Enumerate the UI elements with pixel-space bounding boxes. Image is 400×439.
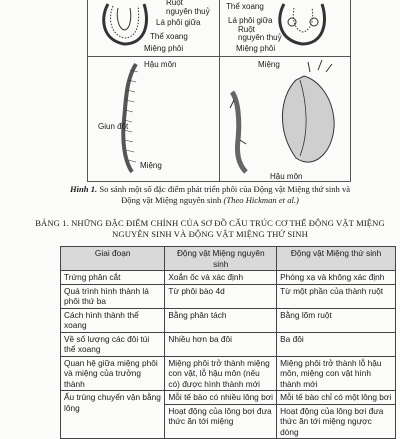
label-hau-mon-left: Hậu môn: [144, 60, 177, 69]
table-row: [61, 271, 396, 285]
label-the-xoang-right: Thể xoang: [226, 2, 264, 11]
table-header-cell: Động vật Miệng nguyên sinh: [165, 247, 277, 271]
table-cell: Mỗi tế bào có nhiều lông bơi: [165, 391, 277, 405]
table-cell: Ba đôi: [277, 332, 396, 356]
label-ruot-nguyen-thuy-left: Ruột nguyên thuỷ: [166, 0, 210, 16]
table-cell: Trứng phân cắt: [61, 271, 165, 285]
label-la-phoi-giua-right: Lá phôi giữa: [228, 16, 273, 25]
table-row: [61, 308, 396, 332]
figure-caption-source: (Theo Hickman et al.): [223, 195, 299, 205]
table-cell: Miệng phôi trở thành lỗ hậu môn, miệng con vật hình thành mới: [277, 356, 396, 391]
table-header-cell: Động vật Miệng thứ sinh: [277, 247, 396, 271]
table-cell: Quan hệ giữa miệng phôi và miệng của trưởng thành: [61, 356, 165, 391]
figure-number: Hình 1.: [69, 184, 98, 194]
label-ruot-nguyen-thuy-right: Ruột nguyên thuỷ: [238, 25, 282, 42]
label-mieng-phoi-right: Miệng phôi: [236, 44, 276, 53]
table-header-cell: Giai đoạn: [61, 247, 165, 271]
label-mieng-left: Miệng: [140, 161, 162, 170]
table-row: [61, 332, 396, 356]
table-cell: Hoạt động của lông bơi đưa thức ăn tới miệng ngược dòng: [277, 404, 396, 439]
table-cell: Bằng phân tách: [165, 308, 277, 332]
comparison-table: [60, 246, 396, 439]
echinoderm-larva-drawing: [282, 60, 334, 162]
table-cell: Phóng xạ và không xác định: [277, 271, 396, 285]
label-la-phoi-giua-left: Lá phôi giữa: [156, 18, 201, 27]
table-cell: Xoắn ốc và xác định: [165, 271, 277, 285]
table-cell: Miệng phôi trở thành miệng con vật, lỗ hậu môn (nếu có) được hình thành mới: [165, 356, 277, 391]
figure-caption: [60, 184, 360, 206]
table-title: BẢNG 1. NHỮNG ĐẶC ĐIỂM CHÍNH CỦA SƠ ĐỒ CẤU TRÚC CƠ THỂ ĐỘNG VẬT MIỆNG NGUYÊN SINH VÀ ĐỘNG VẬT MIỆNG THỨ SINH: [35, 218, 385, 239]
table-cell: Mỗi tế bào chỉ có một lông bơi: [277, 391, 396, 405]
label-giun-dot: Giun đốt: [98, 122, 129, 131]
table-cell: Quá trình hình thành lá phôi thứ ba: [61, 284, 165, 308]
fish-drawing: [230, 92, 246, 172]
table-cell: Từ một phần của thành ruột: [277, 284, 396, 308]
figure-caption-text: So sánh một số đặc điểm phát triển phôi của Động vật Miệng thứ sinh và Động vật Miệng nguyên sinh: [99, 184, 351, 205]
embryo-right-drawing: [280, 4, 325, 44]
embryo-left-drawing: [104, 4, 147, 44]
table-row: [61, 356, 396, 391]
annelid-worm-drawing: [123, 64, 138, 172]
table-cell: Ấu trùng chuyển vận bằng lông: [61, 391, 165, 439]
table-cell: Nhiều hơn ba đôi: [165, 332, 277, 356]
label-mieng-right: Miệng: [258, 60, 280, 69]
label-mieng-phoi-left: Miệng phôi: [144, 44, 184, 53]
label-the-xoang-left: Thể xoang: [150, 32, 188, 41]
table-header-row: [61, 247, 396, 271]
table-cell: Cách hình thành thể xoang: [61, 308, 165, 332]
table-row: [61, 284, 396, 308]
table-row: [61, 391, 396, 405]
table-cell: Hoạt động của lông bơi đưa thức ăn tới miệng: [165, 404, 277, 439]
table-cell: Từ phôi bào 4d: [165, 284, 277, 308]
table-cell: Về số lượng các đôi túi thể xoang: [61, 332, 165, 356]
label-hau-mon-right: Hậu môn: [270, 172, 303, 181]
table-cell: Bằng lõm ruột: [277, 308, 396, 332]
